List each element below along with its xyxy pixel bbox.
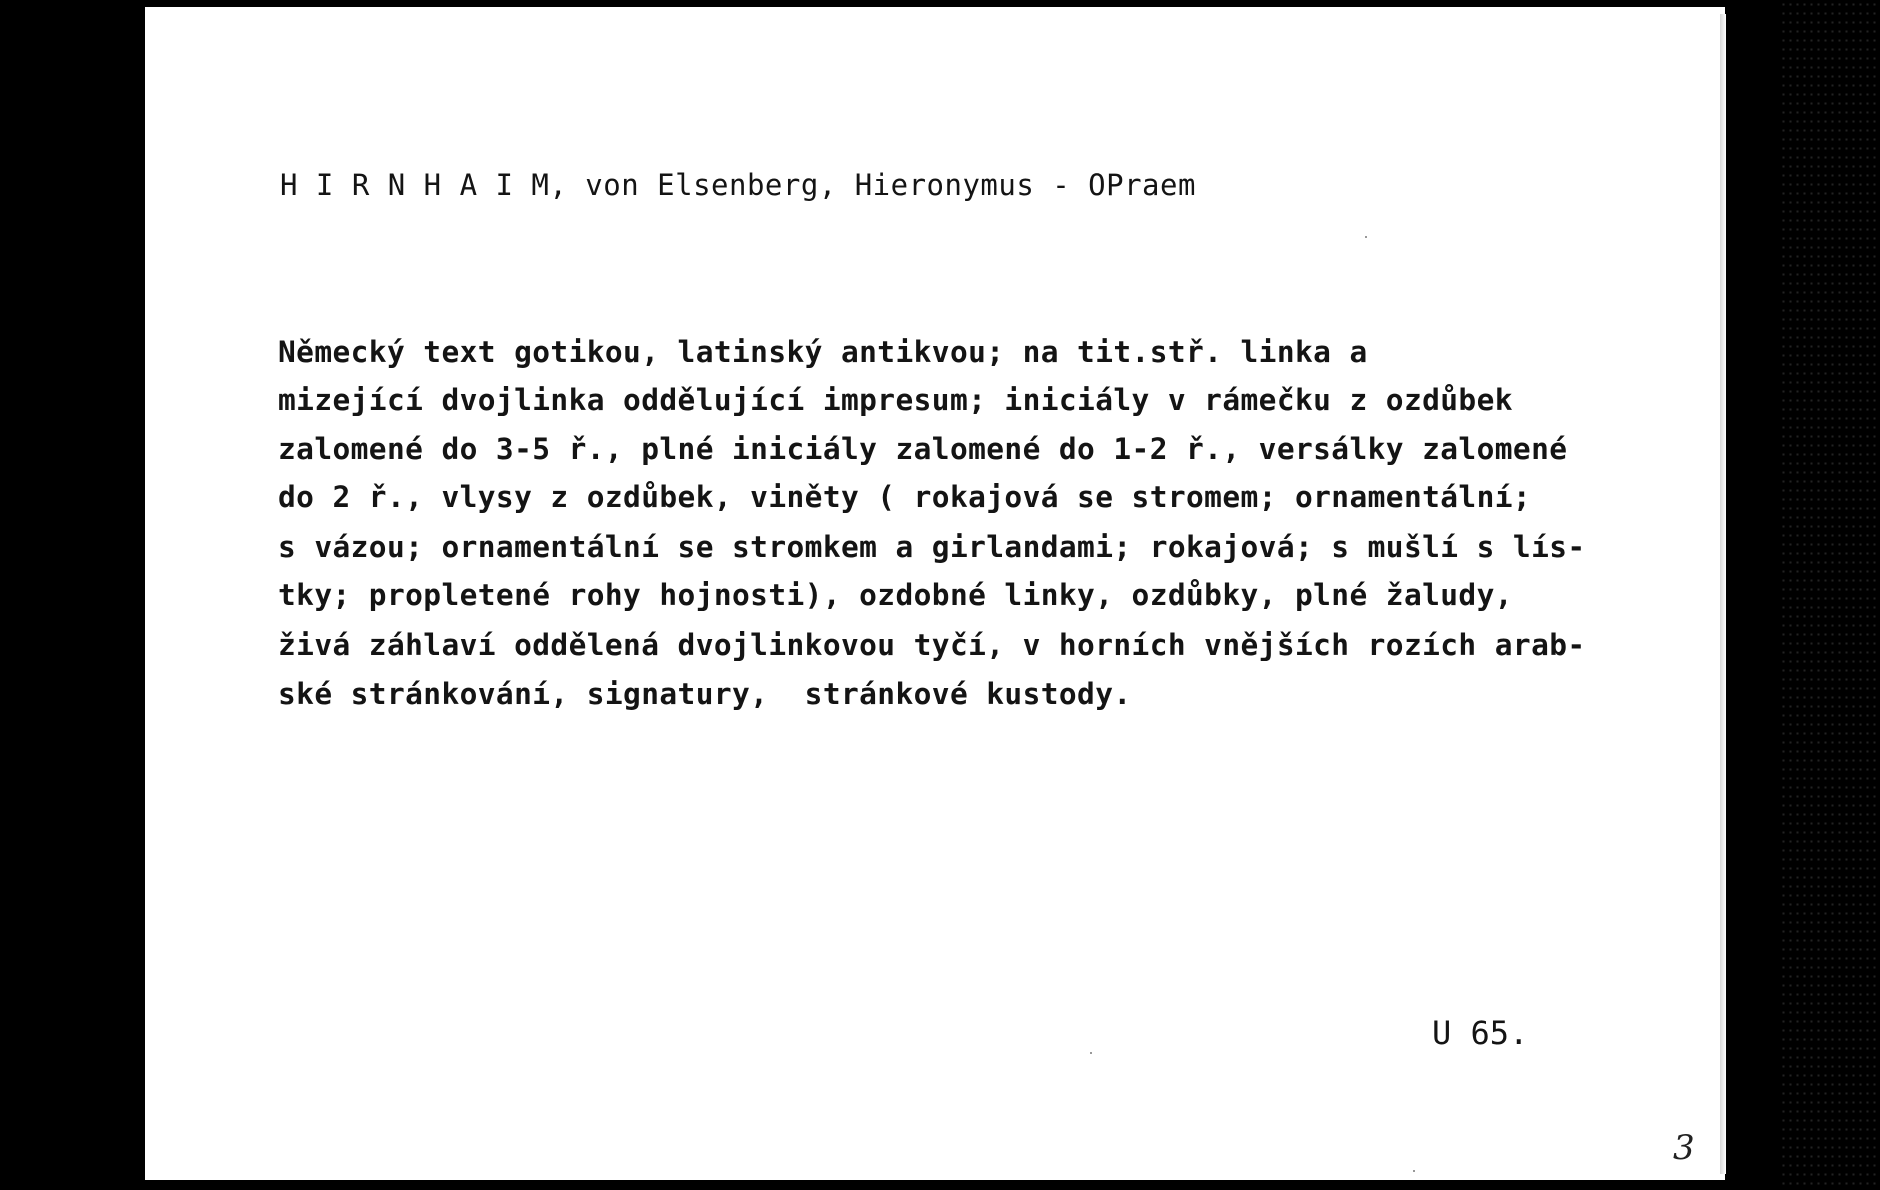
paper-speck [1090, 1052, 1092, 1054]
description-line-6: tky; propletené rohy hojnosti), ozdobné linky, ozdůbky, plné žaludy, [278, 578, 1513, 612]
description-line-1: Německý text gotikou, latinský antikvou; na tit.stř. linka a [278, 335, 1368, 369]
description-line-5: s vázou; ornamentální se stromkem a girlandami; rokajová; s mušlí s lís- [278, 530, 1586, 564]
handwritten-card-number: 3 [1673, 1128, 1695, 1168]
paper-speck [1365, 236, 1367, 238]
description-line-8: ské stránkování, signatury, stránkové kustody. [278, 677, 1132, 711]
shelfmark: U 65. [1432, 1014, 1529, 1052]
description-line-7: živá záhlaví oddělená dvojlinkovou tyčí, v horních vnějších rozích arab- [278, 628, 1586, 662]
description-line-3: zalomené do 3-5 ř., plné iniciály zalomené do 1-2 ř., versálky zalomené [278, 432, 1568, 466]
card-edge-shadow [1720, 14, 1726, 1174]
paper-speck [1413, 1170, 1415, 1172]
scanner-noise-strip [1780, 0, 1880, 1190]
description-line-2: mizející dvojlinka oddělující impresum; iniciály v rámečku z ozdůbek [278, 383, 1513, 417]
card-heading: H I R N H A I M, von Elsenberg, Hieronymus - OPraem [280, 168, 1196, 202]
description-line-4: do 2 ř., vlysy z ozdůbek, viněty ( rokajová se stromem; ornamentální; [278, 480, 1532, 514]
